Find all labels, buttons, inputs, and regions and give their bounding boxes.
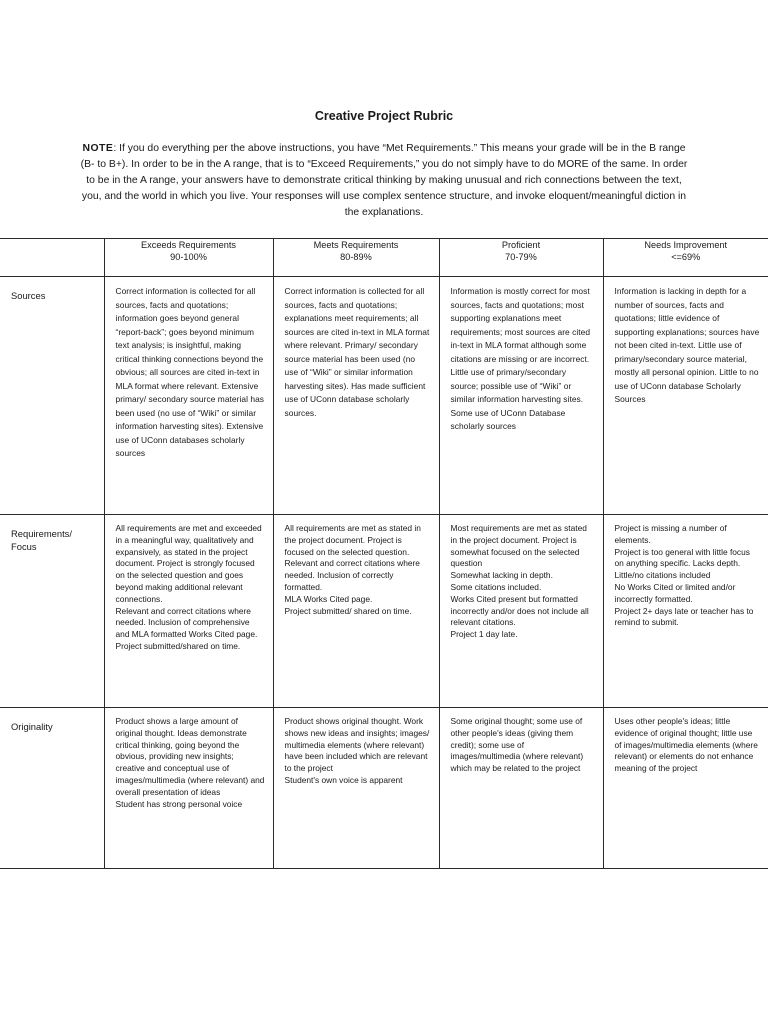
cell-requirements-needs-improvement: Project is missing a number of elements. Project is too general with little focus on anything specific. Lacks depth. Little/no citations included No Works Cited or limited and/or incorrectly formatted. Project 2+ days late or teacher has to remind to submit. bbox=[603, 515, 768, 708]
cell-originality-proficient: Some original thought; some use of other people's ideas (giving them credit); some use of images/multimedia (where relevant) which may be related to the project bbox=[439, 708, 603, 869]
cell-requirements-proficient: Most requirements are met as stated in the project document. Project is somewhat focused on the selected question Somewhat lacking in depth. Some citations included. Works Cited present but formatted incorrectly and/or does not include all relevant citations. Project 1 day late. bbox=[439, 515, 603, 708]
cell-sources-needs-improvement: Information is lacking in depth for a number of sources, facts and quotations; little evidence of supporting explanations; sources have not been cited in-text. Little use of primary/secondary source material, mostly all personal opinion. Little to no use of UConn database Scholarly Sources bbox=[603, 277, 768, 515]
column-name: Needs Improvement bbox=[644, 240, 728, 250]
column-header-meets bbox=[273, 239, 439, 277]
column-range: <=69% bbox=[671, 252, 701, 262]
note-text: : If you do everything per the above instructions, you have “Met Requirements.” This means your grade will be in the B range (B- to B+). In order to be in the A range, that is to “Exceed Requirements,” you do not simply have to do MORE of the same. In order to be in the A range, your answers have to demonstrate critical thinking by making unusual and rich connections between the text, you, and the world in which you live. Your responses will use complex sentence structure, and invoke eloquent/meaningful diction in the explanations. bbox=[80, 143, 688, 218]
header-blank-cell bbox=[0, 239, 104, 277]
rubric-table bbox=[0, 238, 768, 869]
cell-sources-proficient: Information is mostly correct for most sources, facts and quotations; most supporting explanations meet requirements; most sources are cited in-text in MLA format although some citations are missing or are incorrect. Little use of primary/secondary source; possible use of “Wiki” or similar information harvesting sites. Some use of UConn Database scholarly sources bbox=[439, 277, 603, 515]
column-name: Exceeds Requirements bbox=[141, 240, 236, 250]
page-title: Creative Project Rubric bbox=[314, 109, 454, 123]
note-paragraph bbox=[78, 141, 690, 221]
column-header-proficient bbox=[439, 239, 603, 277]
column-name: Meets Requirements bbox=[313, 240, 399, 250]
note-label: NOTE bbox=[82, 143, 114, 154]
cell-originality-exceeds: Product shows a large amount of original thought. Ideas demonstrate critical thinking, going beyond the obvious, providing new insights; creative and conceptual use of images/multimedia (where relevant) and overall presentation of ideas Student has strong personal voice bbox=[104, 708, 273, 869]
column-range: 90-100% bbox=[170, 252, 207, 262]
rubric-header-row bbox=[0, 239, 768, 277]
rubric-row-requirements-focus bbox=[0, 515, 768, 708]
column-header-needs-improvement bbox=[603, 239, 768, 277]
cell-originality-meets: Product shows original thought. Work shows new ideas and insights; images/ multimedia elements (where relevant) have been included which are relevant to the project Student's own voice is apparent bbox=[273, 708, 439, 869]
row-label-sources: Sources bbox=[0, 277, 104, 515]
cell-originality-needs-improvement: Uses other people's ideas; little evidence of original thought; little use of images/multimedia elements (where relevant) or elements do not enhance meaning of the project bbox=[603, 708, 768, 869]
cell-sources-exceeds: Correct information is collected for all sources, facts and quotations; information goes beyond general “report-back”; goes beyond minimum text analysis; is insightful, making critical thinking connections beyond the obvious; all sources are cited in-text in MLA format where relevant. Extensive primary/ secondary source material has been used (no use of “Wiki” or similar information harvesting sites). Extensive use of UConn databases scholarly sources bbox=[104, 277, 273, 515]
cell-requirements-exceeds: All requirements are met and exceeded in a meaningful way, qualitatively and expansively, as stated in the project document. Project is strongly focused on the selected question and goes beyond making additional relevant connections. Relevant and correct citations where needed. Inclusion of comprehensive and MLA formatted Works Cited page. Project submitted/shared on time. bbox=[104, 515, 273, 708]
cell-requirements-meets: All requirements are met as stated in the project document. Project is focused on the selected question. Relevant and correct citations where needed. Inclusion of correctly formatted. MLA Works Cited page. Project submitted/ shared on time. bbox=[273, 515, 439, 708]
column-name: Proficient bbox=[501, 240, 541, 250]
cell-sources-meets: Correct information is collected for all sources, facts and quotations; explanations meet requirements; all sources are cited in-text in MLA format where relevant. Primary/ secondary source material has been used (no use of “Wiki” or similar information harvesting sites). Has made sufficient use of UConn database scholarly sources. bbox=[273, 277, 439, 515]
rubric-row-sources bbox=[0, 277, 768, 515]
column-range: 80-89% bbox=[340, 252, 372, 262]
row-label-originality: Originality bbox=[0, 708, 104, 869]
column-range: 70-79% bbox=[505, 252, 537, 262]
column-header-exceeds bbox=[104, 239, 273, 277]
rubric-row-originality bbox=[0, 708, 768, 869]
row-label-requirements-focus: Requirements/ Focus bbox=[0, 515, 104, 708]
